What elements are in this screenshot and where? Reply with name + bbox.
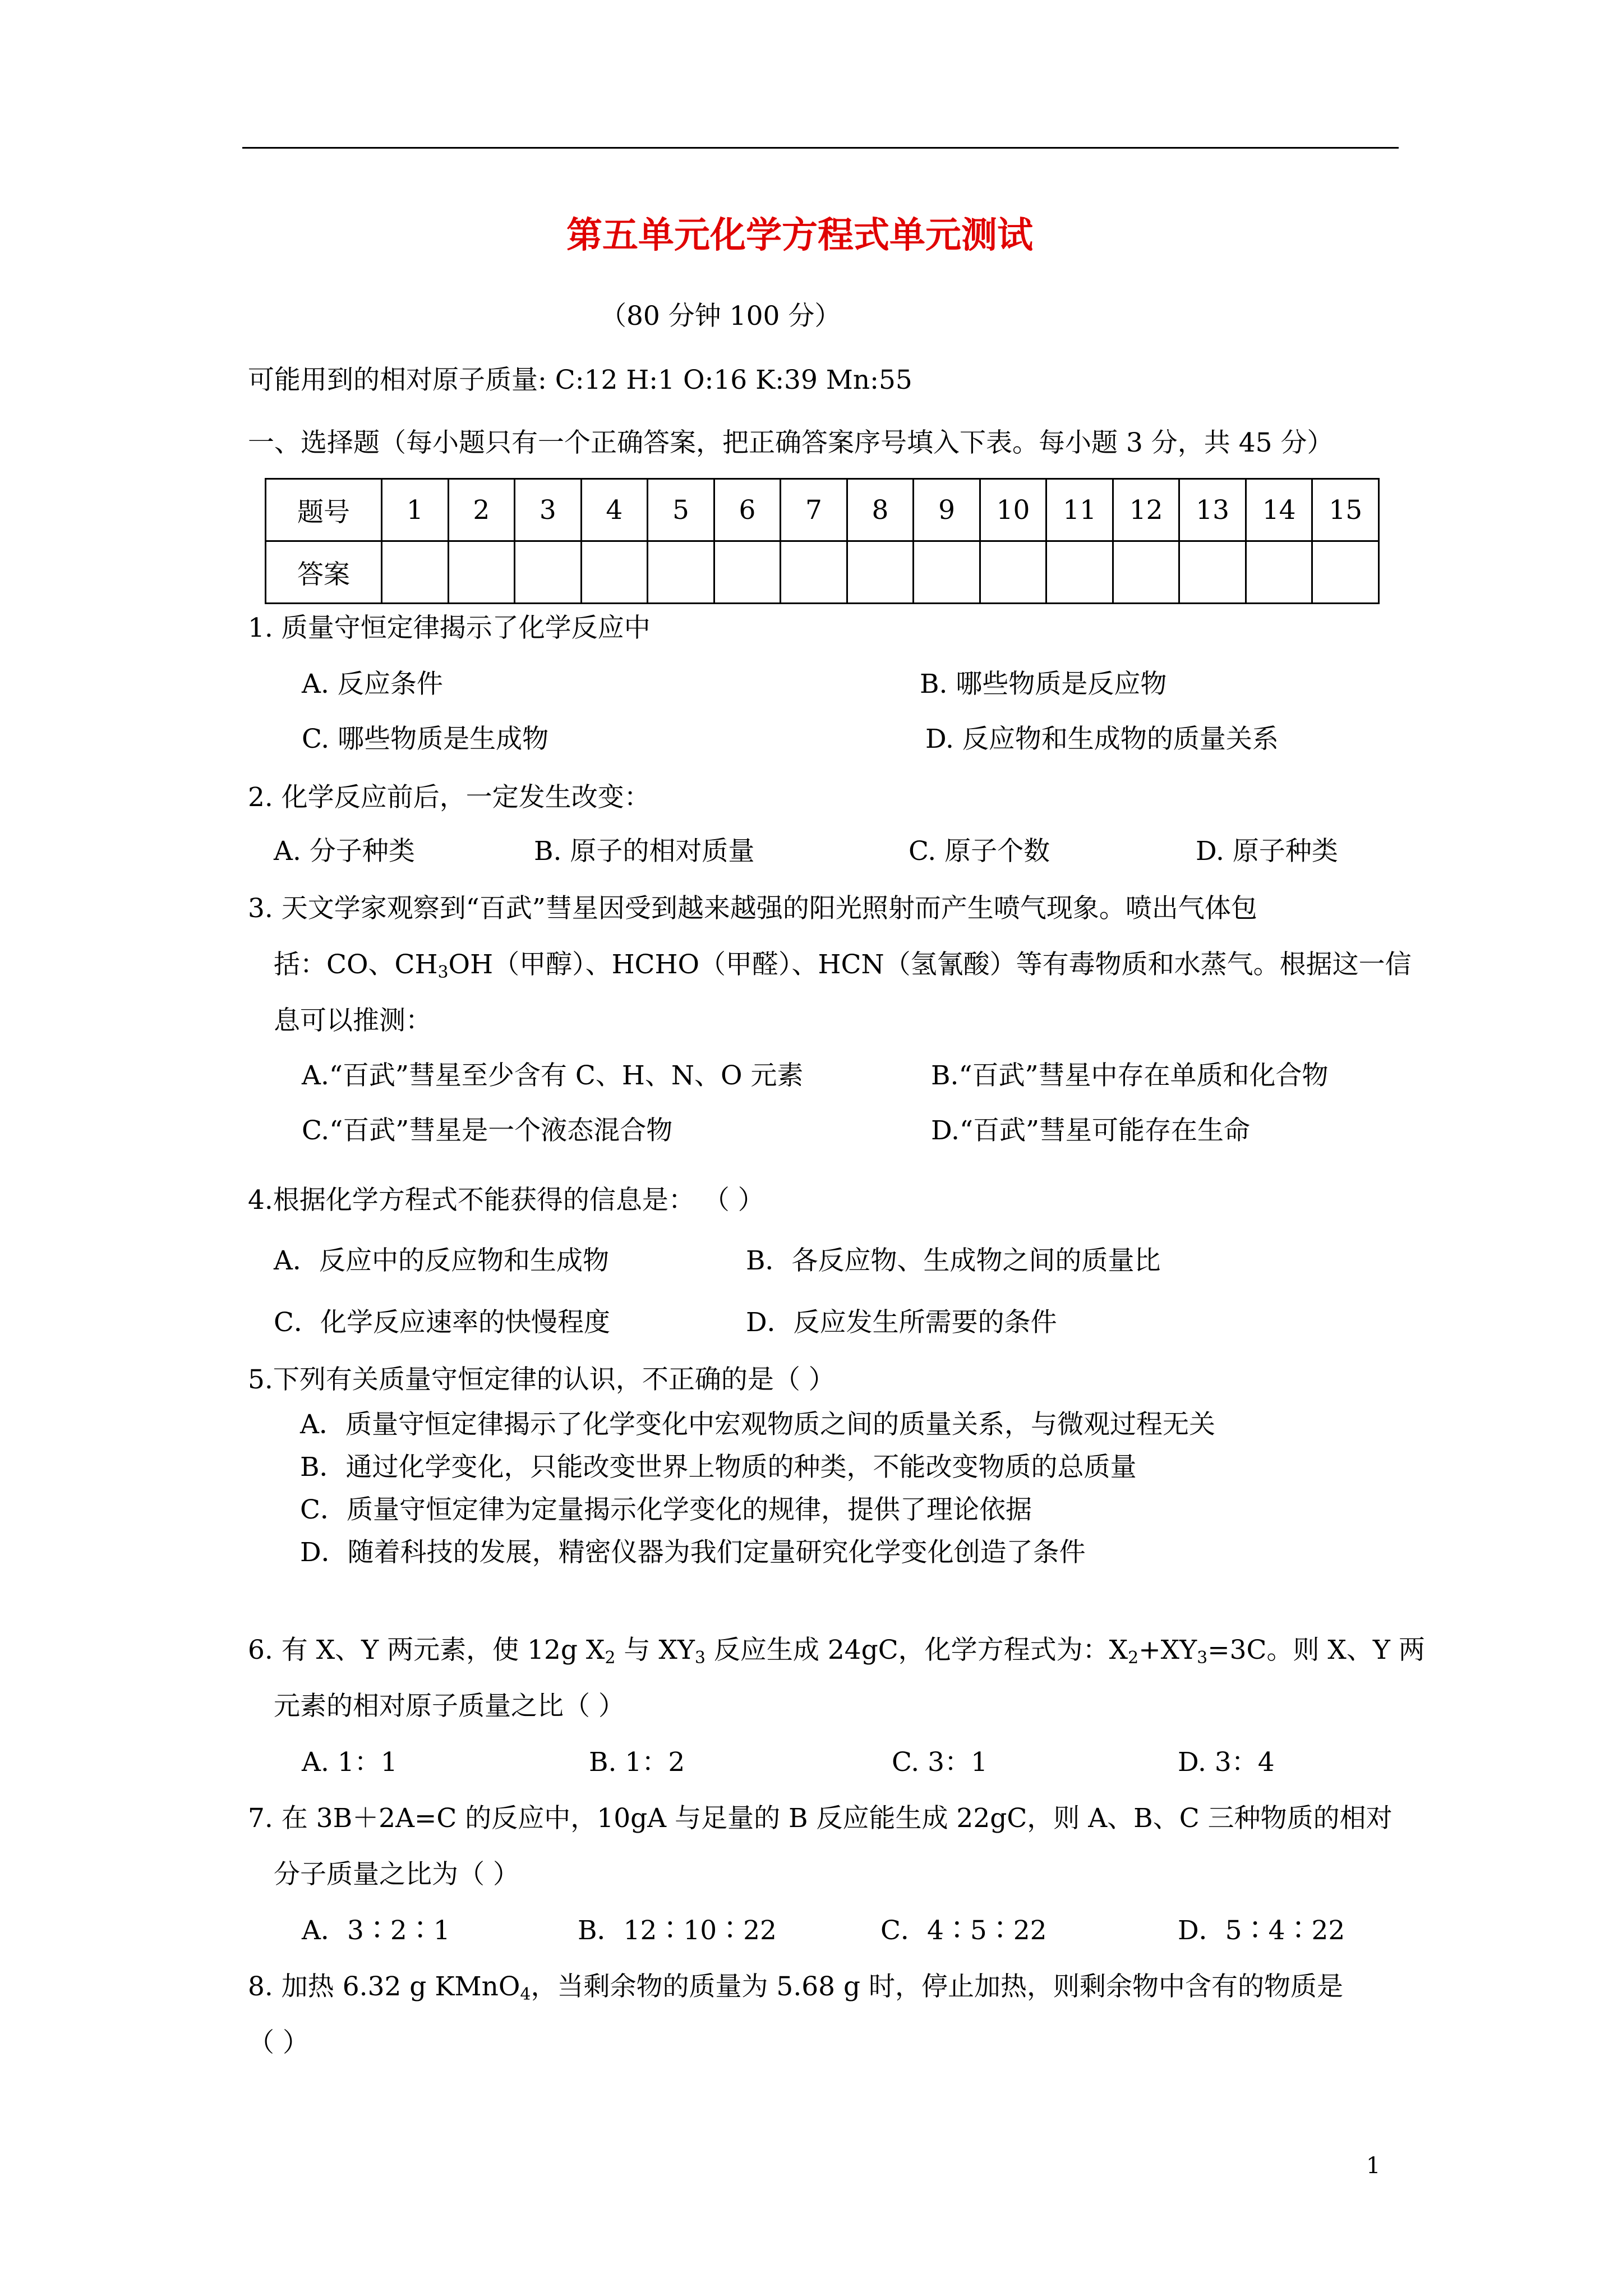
question-2-option-c: C. 原子个数: [909, 836, 1050, 867]
answer-cell[interactable]: [1179, 541, 1246, 604]
table-cell: 答案: [266, 541, 382, 604]
table-cell: 7: [781, 479, 847, 541]
question-8-stem-line-1: 8. 加热 6.32 g KMnO$_4$，当剩余物的质量为 5.68 g 时，停止加热，则剩余物中含有的物质是: [248, 1971, 1344, 2004]
exam-subtitle: （80 分钟 100 分）: [600, 301, 841, 332]
question-4-option-b: B．各反应物、生成物之间的质量比: [746, 1245, 1161, 1276]
table-cell: 题号: [266, 479, 382, 541]
question-4-option-c: C．化学反应速率的快慢程度: [274, 1307, 610, 1338]
question-3-option-a: A.“百武”彗星至少含有 C、H、N、O 元素: [302, 1060, 804, 1091]
answer-cell[interactable]: [648, 541, 714, 604]
question-6-option-b: B. 1：2: [589, 1747, 685, 1778]
table-cell: 8: [847, 479, 914, 541]
table-cell: 9: [914, 479, 980, 541]
question-7-option-a: A．3∶2∶1: [302, 1915, 450, 1946]
question-2-option-a: A. 分子种类: [274, 836, 415, 867]
table-cell: 15: [1312, 479, 1379, 541]
question-5-option-d: D．随着科技的发展，精密仪器为我们定量研究化学变化创造了条件: [300, 1537, 1086, 1568]
question-7-stem-line-2: 分子质量之比为（ ）: [274, 1859, 519, 1890]
answer-cell[interactable]: [1312, 541, 1379, 604]
question-4-option-a: A．反应中的反应物和生成物: [274, 1245, 609, 1276]
answer-cell[interactable]: [914, 541, 980, 604]
question-4-stem: 4.根据化学方程式不能获得的信息是： （ ）: [248, 1185, 764, 1216]
question-1-option-b: B. 哪些物质是反应物: [920, 669, 1167, 700]
answer-cell[interactable]: [847, 541, 914, 604]
question-1-option-c: C. 哪些物质是生成物: [302, 724, 549, 754]
question-3-stem-line-2: 括：CO、$CH_3OH$（甲醇）、HCHO（甲醛）、HCN（氢氰酸）等有毒物质和水蒸气。根据这一信: [274, 949, 1412, 982]
table-cell: 1: [382, 479, 449, 541]
question-5-option-b: B．通过化学变化，只能改变世界上物质的种类，不能改变物质的总质量: [300, 1452, 1137, 1483]
answer-cell[interactable]: [382, 541, 449, 604]
atomic-masses: 可能用到的相对原子质量: C:12 H:1 O:16 K:39 Mn:55: [248, 365, 912, 395]
page-number: 1: [1366, 2153, 1381, 2179]
question-2-option-b: B. 原子的相对质量: [534, 836, 755, 867]
answer-cell[interactable]: [1046, 541, 1113, 604]
question-2-option-d: D. 原子种类: [1196, 836, 1338, 867]
table-cell: 10: [980, 479, 1046, 541]
question-3-option-b: B.“百武”彗星中存在单质和化合物: [931, 1060, 1329, 1091]
question-3-option-d: D.“百武”彗星可能存在生命: [931, 1115, 1251, 1146]
question-5-option-a: A．质量守恒定律揭示了化学变化中宏观物质之间的质量关系，与微观过程无关: [300, 1409, 1215, 1440]
question-1-stem: 1. 质量守恒定律揭示了化学反应中: [248, 613, 651, 643]
answer-cell[interactable]: [515, 541, 582, 604]
question-2-stem: 2. 化学反应前后，一定发生改变：: [248, 782, 651, 813]
table-cell: 4: [581, 479, 648, 541]
question-1-option-d: D. 反应物和生成物的质量关系: [925, 724, 1279, 754]
question-6-stem-line-1: 6. 有 X、Y 两元素，使 12g $X_2$ 与 $XY_3$ 反应生成 24gC，化学方程式为：$X_2+XY_3=3C$。则 X、Y 两: [248, 1635, 1425, 1668]
table-cell: 5: [648, 479, 714, 541]
table-row: [266, 541, 1379, 604]
question-7-option-b: B．12∶10∶22: [578, 1915, 777, 1946]
question-4-option-d: D．反应发生所需要的条件: [746, 1307, 1057, 1338]
answer-cell[interactable]: [1246, 541, 1312, 604]
answer-cell[interactable]: [781, 541, 847, 604]
table-cell: 11: [1046, 479, 1113, 541]
question-3-option-c: C.“百武”彗星是一个液态混合物: [302, 1115, 673, 1146]
table-row: [266, 479, 1379, 541]
question-5-stem: 5.下列有关质量守恒定律的认识，不正确的是（ ）: [248, 1364, 835, 1395]
section-heading: 一、选择题（每小题只有一个正确答案，把正确答案序号填入下表。每小题 3 分，共 45 分）: [248, 427, 1334, 458]
answer-cell[interactable]: [980, 541, 1046, 604]
question-8-stem-line-2: （ ）: [248, 2027, 309, 2058]
question-6-option-c: C. 3：1: [892, 1747, 988, 1778]
question-6-option-a: A. 1：1: [302, 1747, 398, 1778]
page-title: 第五单元化学方程式单元测试: [566, 214, 1033, 256]
table-cell: 2: [448, 479, 515, 541]
table-cell: 14: [1246, 479, 1312, 541]
question-6-stem-line-2: 元素的相对原子质量之比（ ）: [274, 1691, 625, 1722]
question-7-stem-line-1: 7. 在 3B＋2A=C 的反应中，10gA 与足量的 B 反应能生成 22gC，则 A、B、C 三种物质的相对: [248, 1803, 1393, 1834]
answer-cell[interactable]: [448, 541, 515, 604]
table-cell: 6: [714, 479, 781, 541]
header-rule: [242, 147, 1399, 149]
table-cell: 12: [1113, 479, 1179, 541]
question-1-option-a: A. 反应条件: [302, 669, 443, 700]
table-cell: 3: [515, 479, 582, 541]
question-7-option-d: D．5∶4∶22: [1178, 1915, 1345, 1946]
table-cell: 13: [1179, 479, 1246, 541]
answer-cell[interactable]: [714, 541, 781, 604]
question-3-stem-line-3: 息可以推测：: [274, 1005, 432, 1036]
question-3-stem-line-1: 3. 天文学家观察到“百武”彗星因受到越来越强的阳光照射而产生喷气现象。喷出气体包: [248, 893, 1257, 924]
question-7-option-c: C．4∶5∶22: [880, 1915, 1047, 1946]
answer-cell[interactable]: [1113, 541, 1179, 604]
question-6-option-d: D. 3：4: [1178, 1747, 1275, 1778]
answer-cell[interactable]: [581, 541, 648, 604]
answer-table: [265, 478, 1380, 604]
question-5-option-c: C．质量守恒定律为定量揭示化学变化的规律，提供了理论依据: [300, 1494, 1032, 1525]
